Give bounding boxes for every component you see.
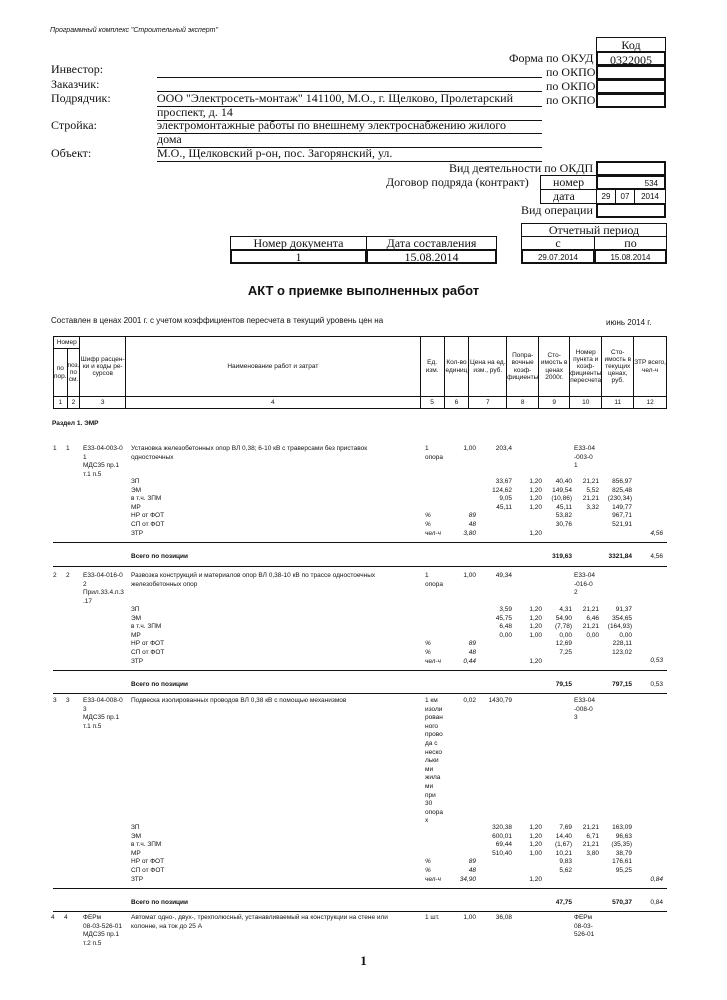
docnum-label: Номер документа — [230, 236, 367, 250]
object-label: Объект: — [51, 146, 92, 160]
th-num-2: 2 — [67, 397, 80, 409]
operation-box — [596, 203, 666, 218]
okdp-box — [596, 161, 666, 176]
item-4-n2: 4 — [64, 914, 68, 921]
item-2-qty: 1,00 — [463, 572, 476, 579]
item-2-res-qty: 89 48 0,44 — [463, 640, 476, 665]
okpo-label-3: по ОКПО — [546, 93, 596, 107]
works-table-header — [53, 336, 667, 409]
item-3-ztr: 0,84 — [650, 876, 663, 883]
okpo-contractor-box — [596, 93, 666, 108]
item-4-code2: ФЕРм 08-03- 526-01 — [574, 914, 595, 939]
item-2-res-index: 21,21 6,46 21,21 0,00 — [582, 606, 599, 639]
item-2-end-line — [53, 693, 667, 694]
customer-label: Заказчик: — [51, 77, 100, 91]
item-3-res-coef: 1,20 1,20 1,20 1,00 1,20 — [529, 824, 542, 883]
item-1-res-cost: 40,40 149,54 (10,86) 45,11 53,82 30,76 — [551, 478, 572, 528]
item-1-end-line — [53, 566, 667, 567]
section-title: Раздел 1. ЭМР — [52, 420, 99, 427]
item-3-qty: 0,02 — [463, 697, 476, 704]
item-4-price: 36,08 — [495, 914, 512, 921]
contractor-line2: проспект, д. 14 — [157, 105, 233, 119]
item-2-code: Е33-04-016-0 2 Прил.33.4.п.3 .17 — [83, 572, 124, 605]
item-3-unit: 1 км изоли рован ного прово да с неско льки ми жила ми при 30 опора х — [425, 697, 443, 825]
item-3-name: Подвеска изолированных проводов ВЛ 0,38 кВ с помощью механизмов — [131, 697, 347, 704]
item-3-divider — [53, 888, 667, 889]
okpo-investor-box — [596, 65, 666, 80]
item-1-n1: 1 — [53, 445, 57, 452]
okud-label: Форма по ОКУД — [509, 51, 594, 65]
item-3-res-price: 320,38 600,01 69,44 510,40 — [492, 824, 512, 857]
th-num-1: 1 — [54, 397, 68, 409]
item-1-price: 203,4 — [495, 445, 512, 452]
th-name: Наименование работ и затрат — [126, 337, 421, 397]
period-to: 15.08.2014 — [594, 249, 667, 264]
item-4-n1: 4 — [51, 914, 55, 921]
item-3-res-qty: 89 48 34,90 — [459, 858, 476, 883]
th-code: Шифр расцен-ки и коды ре-сурсов — [80, 337, 126, 397]
th-index: Номер пункта и коэф-фициенты пересчета — [570, 337, 602, 397]
investor-label: Инвестор: — [51, 62, 104, 76]
site-label: Стройка: — [51, 118, 97, 132]
item-3-code2: Е33-04 -008-0 3 — [574, 697, 595, 722]
item-3-total-current: 570,37 — [612, 899, 632, 906]
period-label: Отчетный период — [521, 223, 667, 237]
item-2-name: Развозка конструкций и материалов опор ВЛ 0,38-10 кВ по трассе одностоечных железобетонных опор — [131, 572, 376, 588]
item-2-res-names: ЗП ЭМ в т.ч. ЗПМ МР НР от ФОТ СП от ФОТ ЗТР — [131, 606, 165, 665]
th-qty: Кол-во единиц — [444, 337, 469, 397]
item-3-total-cost: 47,75 — [555, 899, 572, 906]
item-2-total-ztr: 0,53 — [650, 681, 663, 688]
th-cost-current: Сто-имость в текущих ценах, руб. — [602, 337, 634, 397]
item-1-res-qty: 89 48 3,80 — [463, 512, 476, 537]
item-3-end-line — [53, 911, 667, 912]
item-1-res-unit: % % чел-ч — [425, 512, 441, 537]
contractor-line1: ООО "Электросеть-монтаж" 141100, М.О., г. Щелково, Пролетарский — [157, 91, 513, 105]
item-1-total-current: 3321,84 — [608, 553, 632, 560]
item-3-n1: 3 — [53, 697, 57, 704]
item-1-divider — [53, 542, 667, 543]
date-month: 07 — [615, 189, 635, 204]
item-2-n1: 2 — [53, 572, 57, 579]
item-3-code: Е33-04-008-0 3 МДС35 пр.1 т.1 п.5 — [83, 697, 123, 730]
page-number: 1 — [360, 953, 367, 968]
okud-value: 0322005 — [596, 51, 666, 66]
item-1-code2: Е33-04 -003-0 1 — [574, 445, 595, 470]
th-cost2000: Сто-имость в ценах 2000г. — [539, 337, 570, 397]
docdate-value: 15.08.2014 — [366, 249, 497, 264]
docnum-value: 1 — [230, 249, 367, 264]
item-2-res-cost: 4,31 54,90 (7,78) 0,00 12,69 7,25 — [555, 606, 572, 656]
item-3-price: 1430,79 — [488, 697, 512, 704]
item-2-res-current: 91,37 354,65 (164,93) 0,00 228,11 123,02 — [607, 606, 632, 656]
item-2-res-coef: 1,20 1,20 1,20 1,00 1,20 — [529, 606, 542, 665]
contractor-label: Подрядчик: — [51, 91, 111, 105]
item-1-res-names: ЗП ЭМ в т.ч. ЗПМ МР НР от ФОТ СП от ФОТ ЗТР — [131, 478, 165, 537]
period-to-label: по — [594, 236, 667, 250]
site-line2: дома — [157, 132, 182, 146]
page-title: АКТ о приемке выполненных работ — [247, 283, 480, 298]
item-4-name: Автомат одно-, двух-, трехполюсный, устанавливаемый на конструкции на стене или колонне, на ток до 25 А — [131, 914, 388, 930]
item-1-qty: 1,00 — [463, 445, 476, 452]
item-1-code: Е33-04-003-0 1 МДС35 пр.1 т.1 п.5 — [83, 445, 123, 478]
docdate-label: Дата составления — [366, 236, 497, 250]
item-2-total-label: Всего по позиции — [131, 681, 189, 688]
item-1-total-label: Всего по позиции — [131, 553, 189, 560]
item-1-unit: 1 опора — [425, 445, 443, 461]
prices-month: июнь 2014 г. — [606, 318, 652, 327]
th-num-9: 9 — [539, 397, 570, 409]
item-2-code2: Е33-04 -016-0 2 — [574, 572, 595, 597]
item-1-res-coef: 1,20 1,20 1,20 1,20 1,20 — [529, 478, 542, 537]
th-num-8: 8 — [507, 397, 539, 409]
th-num-3: 3 — [80, 397, 126, 409]
th-poz: поз. по см. — [67, 349, 80, 397]
th-num-6: 6 — [444, 397, 469, 409]
period-from: 29.07.2014 — [521, 249, 595, 264]
site-line1: электромонтажные работы по внешнему электроснабжению жилого — [157, 118, 506, 132]
th-number: Номер — [54, 337, 80, 349]
okdp-label: Вид деятельности по ОКДП — [449, 161, 594, 175]
th-num-11: 11 — [602, 397, 634, 409]
number-label: номер — [540, 175, 597, 190]
item-1-res-price: 33,67 124,62 9,05 45,11 — [492, 478, 512, 511]
th-num-4: 4 — [126, 397, 421, 409]
date-day: 29 — [596, 189, 616, 204]
operation-label: Вид операции — [521, 203, 593, 217]
item-1-total-ztr: 4,56 — [650, 553, 663, 560]
item-3-res-names: ЗП ЭМ в т.ч. ЗПМ МР НР от ФОТ СП от ФОТ ЗТР — [131, 824, 165, 883]
th-por: по пор. — [54, 349, 68, 397]
th-coef: Попра-вочные коэф-фициенты — [507, 337, 539, 397]
okpo-customer-box — [596, 79, 666, 94]
item-1-res-index: 21,21 5,52 21,21 3,32 — [582, 478, 599, 511]
item-2-total-cost: 79,15 — [555, 681, 572, 688]
th-num-10: 10 — [570, 397, 602, 409]
item-4-qty: 1,00 — [463, 914, 476, 921]
okpo-label-1: по ОКПО — [546, 65, 596, 79]
item-1-name: Установка железобетонных опор ВЛ 0,38; 6-10 кВ с траверсами без приставок одностоечных — [131, 445, 368, 461]
item-3-n2: 3 — [66, 697, 70, 704]
software-name: Программный комплекс "Строительный эксперт" — [50, 27, 218, 34]
item-1-total-cost: 319,63 — [552, 553, 572, 560]
period-from-label: с — [521, 236, 595, 250]
item-2-ztr: 0,53 — [650, 657, 663, 664]
item-2-divider — [53, 670, 667, 671]
th-num-5: 5 — [420, 397, 444, 409]
item-4-unit: 1 шт. — [425, 914, 440, 921]
item-2-res-price: 3,59 45,75 6,48 0,00 — [495, 606, 512, 639]
item-2-res-unit: % % чел-ч — [425, 640, 441, 665]
item-3-res-cost: 7,69 14,40 (1,67) 10,21 9,83 5,62 — [555, 824, 572, 874]
item-2-unit: 1 опора — [425, 572, 443, 588]
prices-note: Составлен в ценах 2001 г. с учетом коэффициентов пересчета в текущий уровень цен на — [51, 316, 384, 325]
item-3-total-label: Всего по позиции — [131, 899, 189, 906]
item-4-code: ФЕРм 08-03-526-01 МДС35 пр.1 т.2 п.5 — [83, 914, 123, 947]
item-2-total-current: 797,15 — [612, 681, 632, 688]
code-header: Код — [596, 37, 666, 52]
th-price: Цена на ед. изм., руб. — [469, 337, 507, 397]
number-value: 534 — [596, 175, 666, 190]
th-unit: Ед. изм. — [420, 337, 444, 397]
okpo-label-2: по ОКПО — [546, 79, 596, 93]
item-1-res-current: 856,97 825,48 (230,34) 149,77 967,71 521,91 — [607, 478, 632, 528]
item-3-res-unit: % % чел-ч — [425, 858, 441, 883]
th-ztr: ЗТР всего, чел-ч — [634, 337, 667, 397]
item-3-total-ztr: 0,84 — [650, 899, 663, 906]
item-3-res-current: 163,09 96,63 (35,35) 38,79 176,61 95,25 — [611, 824, 632, 874]
contract-label: Договор подряда (контракт) — [386, 175, 529, 189]
item-2-price: 49,34 — [495, 572, 512, 579]
item-3-res-index: 21,21 6,71 21,21 3,80 — [582, 824, 599, 857]
th-num-7: 7 — [469, 397, 507, 409]
th-num-12: 12 — [634, 397, 667, 409]
item-2-n2: 2 — [66, 572, 70, 579]
item-1-n2: 1 — [66, 445, 70, 452]
item-1-ztr: 4,56 — [650, 530, 663, 537]
date-year: 2014 — [634, 189, 666, 204]
date-label: дата — [540, 189, 597, 204]
object-value: М.О., Щелковский р-он, пос. Загорянский, ул. — [157, 146, 393, 160]
